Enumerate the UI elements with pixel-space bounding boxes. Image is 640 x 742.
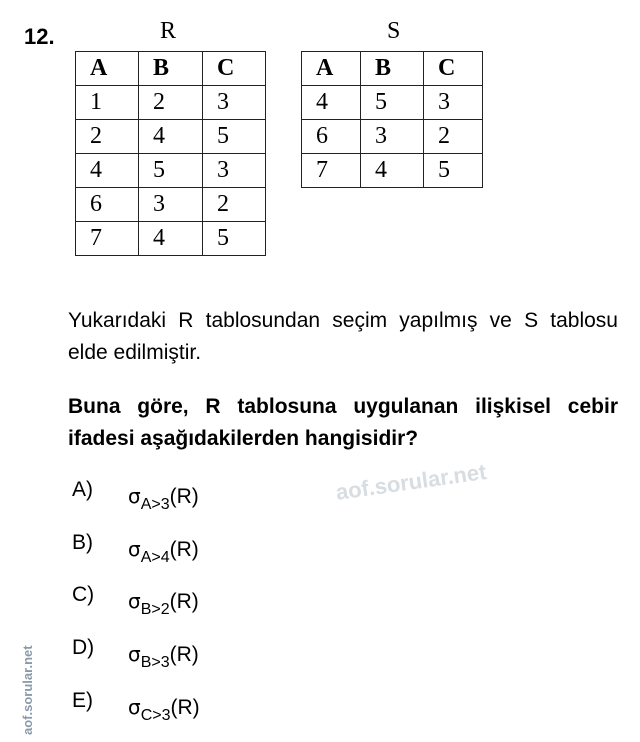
table-cell: 4: [302, 86, 361, 120]
option-letter: D): [72, 636, 95, 659]
table-header-row: [76, 52, 266, 86]
table-cell: 4: [139, 120, 203, 154]
selection-condition: C>3: [140, 707, 171, 724]
option-expression: [128, 642, 199, 671]
sigma-symbol: σ: [128, 642, 141, 666]
table-cell: 2: [424, 120, 483, 154]
table-cell: 5: [203, 120, 266, 154]
table-cell: 6: [302, 120, 361, 154]
table-cell: 7: [76, 222, 139, 256]
table-cell: 5: [139, 154, 203, 188]
option-letter: B): [72, 531, 93, 554]
relation-name: (R): [169, 485, 199, 508]
table-cell: 4: [361, 154, 424, 188]
table-cell: 2: [203, 188, 266, 222]
selection-condition: A>4: [140, 549, 170, 566]
header-cell: A: [76, 52, 139, 86]
option-expression: [128, 589, 199, 618]
table-cell: 7: [302, 154, 361, 188]
table-cell: 5: [361, 86, 424, 120]
table-row: [302, 154, 483, 188]
table-cell: 5: [203, 222, 266, 256]
question-number: 12.: [24, 24, 55, 49]
option-letter: A): [72, 478, 93, 501]
table-row: [76, 86, 266, 120]
sigma-symbol: σ: [128, 695, 141, 719]
option-letter: E): [72, 689, 93, 712]
table-cell: 2: [76, 120, 139, 154]
table-cell: 3: [139, 188, 203, 222]
sigma-symbol: σ: [128, 589, 141, 613]
option-expression: [128, 695, 200, 724]
question-stem: Yukarıdaki R tablosundan seçim yapılmış ve S tablosu elde edilmiştir.: [68, 309, 618, 364]
sigma-symbol: σ: [128, 537, 141, 561]
header-cell: B: [361, 52, 424, 86]
relation-name: (R): [169, 643, 199, 666]
header-cell: B: [139, 52, 203, 86]
watermark-main: aof.sorular.net: [334, 459, 488, 505]
header-cell: C: [203, 52, 266, 86]
table-cell: 3: [203, 86, 266, 120]
table-cell: 3: [361, 120, 424, 154]
option-letter: C): [72, 583, 95, 606]
table-cell: 2: [139, 86, 203, 120]
table-cell: 4: [76, 154, 139, 188]
table-row: [76, 120, 266, 154]
table-s-caption: S: [387, 18, 401, 44]
table-row: [76, 222, 266, 256]
selection-condition: B>2: [140, 601, 170, 618]
header-cell: C: [424, 52, 483, 86]
selection-condition: A>3: [140, 496, 170, 513]
selection-condition: B>3: [140, 654, 170, 671]
option-expression: [128, 484, 199, 513]
table-cell: 5: [424, 154, 483, 188]
table-cell: 6: [76, 188, 139, 222]
relation-name: (R): [169, 590, 199, 613]
table-r-caption: R: [160, 18, 177, 44]
table-row: [302, 86, 483, 120]
table-row: [76, 188, 266, 222]
table-header-row: [302, 52, 483, 86]
relation-name: (R): [169, 538, 199, 561]
watermark-side: aof.sorular.net: [20, 645, 35, 735]
relation-name: (R): [170, 696, 200, 719]
table-s: [301, 51, 483, 188]
table-cell: 3: [424, 86, 483, 120]
table-cell: 4: [139, 222, 203, 256]
table-cell: 3: [203, 154, 266, 188]
table-row: [76, 154, 266, 188]
sigma-symbol: σ: [128, 484, 141, 508]
table-row: [302, 120, 483, 154]
question-prompt: Buna göre, R tablosuna uygulanan ilişkisel cebir ifadesi aşağıdakilerden hangisidir?: [68, 395, 618, 450]
table-r: [75, 51, 266, 256]
option-expression: [128, 537, 199, 566]
table-cell: 1: [76, 86, 139, 120]
header-cell: A: [302, 52, 361, 86]
